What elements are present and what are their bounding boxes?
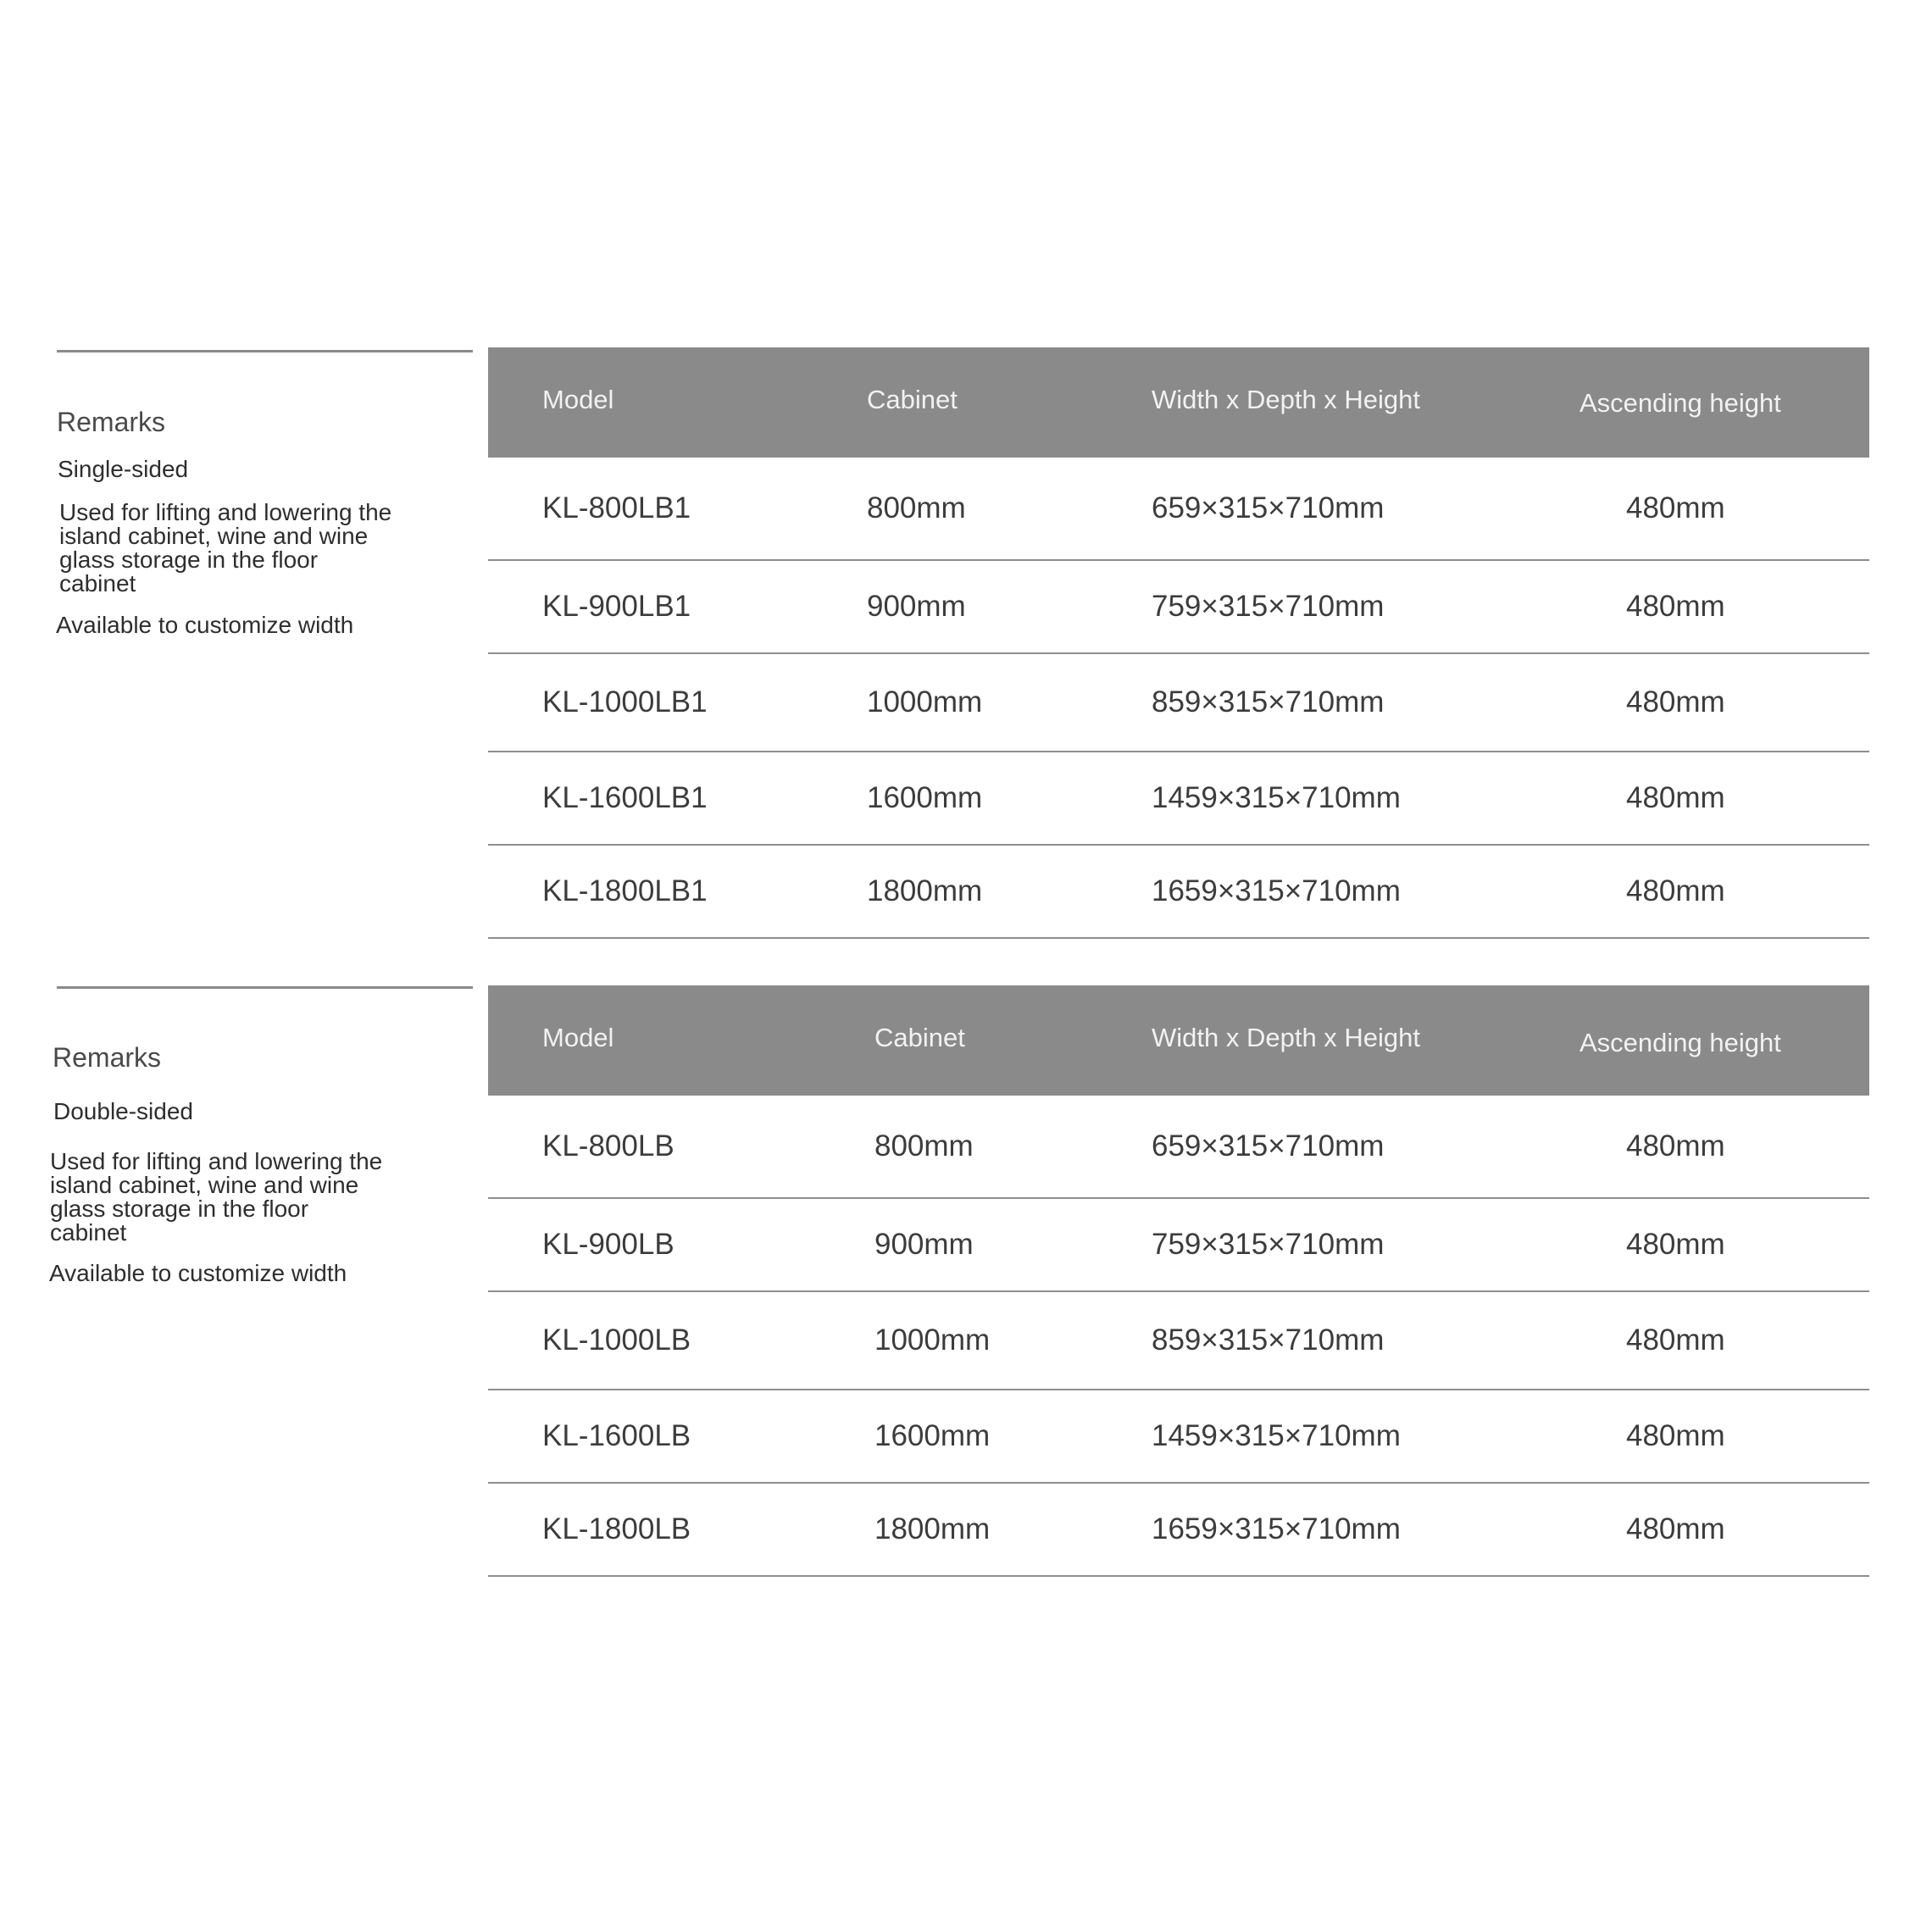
cell-dimensions: 1659×315×710mm	[1152, 1512, 1401, 1545]
header-ascending-height: Ascending height	[1579, 388, 1781, 418]
table-row	[488, 458, 1869, 561]
cell-model: KL-1800LB1	[542, 874, 708, 907]
cell-cabinet: 800mm	[874, 1129, 974, 1162]
table-row	[488, 1390, 1869, 1484]
table-row	[488, 1199, 1869, 1292]
remarks-divider	[57, 986, 473, 989]
remarks-title: Remarks	[57, 407, 166, 437]
cell-cabinet: 900mm	[867, 590, 966, 623]
cell-dimensions: 659×315×710mm	[1152, 491, 1385, 524]
cell-model: KL-900LB1	[542, 590, 691, 623]
cell-model: KL-800LB	[542, 1129, 675, 1162]
cell-dimensions: 659×315×710mm	[1152, 1129, 1385, 1162]
remarks-type: Single-sided	[58, 456, 189, 482]
header-model: Model	[542, 1023, 614, 1052]
cell-ascending-height: 480mm	[1626, 874, 1725, 907]
cell-dimensions: 1459×315×710mm	[1152, 781, 1401, 814]
cell-ascending-height: 480mm	[1626, 1419, 1725, 1452]
cell-model: KL-1000LB	[542, 1323, 691, 1357]
cell-dimensions: 859×315×710mm	[1152, 685, 1385, 719]
remarks-type: Double-sided	[53, 1098, 193, 1124]
cell-cabinet: 1800mm	[867, 874, 983, 907]
header-ascending-height: Ascending height	[1579, 1028, 1781, 1057]
cell-cabinet: 1600mm	[867, 781, 983, 814]
cell-ascending-height: 480mm	[1626, 1323, 1725, 1357]
table-row	[488, 654, 1869, 752]
cell-cabinet: 800mm	[867, 491, 966, 524]
cell-ascending-height: 480mm	[1626, 1228, 1725, 1261]
cell-dimensions: 1459×315×710mm	[1152, 1419, 1401, 1452]
cell-dimensions: 759×315×710mm	[1152, 1228, 1385, 1261]
remarks-description: Used for lifting and lowering the island cabinet, wine and wine glass storage in the floor cabinet	[59, 499, 392, 597]
spec-table	[488, 985, 1869, 1577]
remarks-customize-note: Available to customize width	[49, 1260, 347, 1286]
cell-model: KL-1600LB	[542, 1419, 691, 1452]
table-header	[488, 347, 1869, 458]
cell-model: KL-1800LB	[542, 1512, 691, 1545]
cell-model: KL-900LB	[542, 1228, 675, 1261]
cell-ascending-height: 480mm	[1626, 1129, 1725, 1162]
cell-dimensions: 759×315×710mm	[1152, 590, 1385, 623]
remarks-description: Used for lifting and lowering the island cabinet, wine and wine glass storage in the floor cabinet	[50, 1148, 383, 1246]
table-row	[488, 561, 1869, 654]
header-cabinet: Cabinet	[874, 1023, 965, 1052]
table-header	[488, 985, 1869, 1096]
cell-cabinet: 900mm	[874, 1228, 974, 1261]
cell-model: KL-800LB1	[542, 491, 691, 524]
cell-ascending-height: 480mm	[1626, 685, 1725, 719]
header-dimensions: Width x Depth x Height	[1152, 385, 1421, 414]
table-row	[488, 1096, 1869, 1199]
spec-table	[488, 347, 1869, 939]
cell-ascending-height: 480mm	[1626, 1512, 1725, 1545]
table-row	[488, 846, 1869, 939]
remarks-title: Remarks	[53, 1042, 162, 1073]
header-dimensions: Width x Depth x Height	[1152, 1023, 1421, 1052]
table-row	[488, 1484, 1869, 1577]
cell-dimensions: 859×315×710mm	[1152, 1323, 1385, 1357]
cell-cabinet: 1000mm	[867, 685, 983, 719]
cell-ascending-height: 480mm	[1626, 781, 1725, 814]
cell-cabinet: 1600mm	[874, 1419, 991, 1452]
cell-model: KL-1000LB1	[542, 685, 708, 719]
remarks-divider	[57, 350, 473, 352]
cell-dimensions: 1659×315×710mm	[1152, 874, 1401, 907]
table-row	[488, 752, 1869, 846]
table-row	[488, 1292, 1869, 1390]
header-cabinet: Cabinet	[867, 385, 958, 414]
cell-cabinet: 1800mm	[874, 1512, 991, 1545]
header-model: Model	[542, 385, 614, 414]
remarks-customize-note: Available to customize width	[56, 612, 354, 638]
cell-cabinet: 1000mm	[874, 1323, 991, 1357]
cell-ascending-height: 480mm	[1626, 491, 1725, 524]
cell-ascending-height: 480mm	[1626, 590, 1725, 623]
cell-model: KL-1600LB1	[542, 781, 708, 814]
